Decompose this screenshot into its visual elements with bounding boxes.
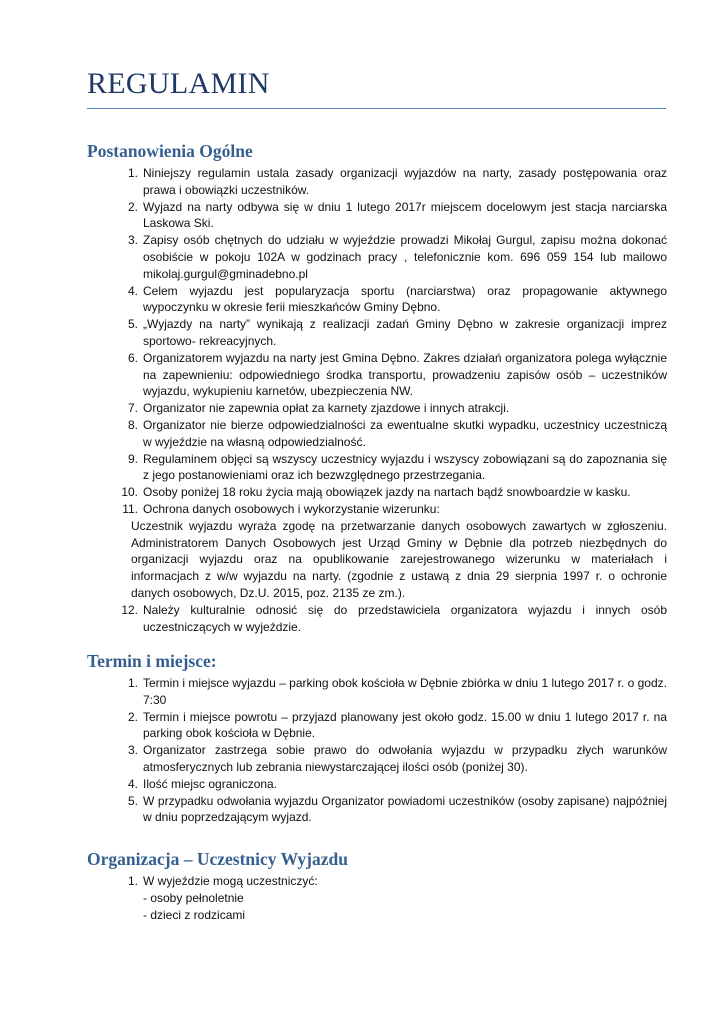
list-item: 10. Osoby poniżej 18 roku życia mają obowiązek jazdy na nartach bądź snowboardzie w kasku. — [121, 485, 631, 500]
section-organization-participants — [87, 848, 667, 923]
list-item: 1. W wyjeździe mogą uczestniczyć: - osoby pełnoletnie - dzieci z rodzicami — [87, 873, 667, 923]
list-item: 9. Regulaminem objęci są wszyscy uczestnicy wyjazdu i wszyscy zobowiązani są do zapoznania się z jego postanowieniami oraz ich bezwzględnego przestrzegania. — [127, 451, 667, 483]
list-item: 5. W przypadku odwołania wyjazdu Organizator powiadomi uczestników (osoby zapisane) najpóźniej w dniu poprzedzającym wyjazd. — [127, 793, 667, 825]
section-heading: Postanowienia Ogólne — [87, 141, 253, 161]
title-divider — [87, 108, 666, 109]
list-item: 3. Organizator zastrzega sobie prawo do odwołania wyjazdu w przypadku złych warunków atmosferycznych lub zebrania niewystarczającej ilości osób (poniżej 30). — [127, 743, 667, 774]
list-item: 2. Termin i miejsce powrotu – przyjazd planowany jest około godz. 15.00 w dniu 1 lutego 2017 r. na parking obok kościoła w Dębnie. — [127, 709, 667, 741]
list-item: 3. Zapisy osób chętnych do udziału w wyjeździe prowadzi Mikołaj Gurgul, zapisu można dokonać osobiście w pokoju 102A w godzinach pracy , telefonicznie kom. 696 059 154 lub mailowo mikolaj.gurgul@gminadebno.pl — [127, 233, 667, 281]
data-protection-paragraph: Uczestnik wyjazdu wyraża zgodę na przetwarzanie danych osobowych zawartych w zgłoszeniu. Administratorem Danych Osobowych jest Urząd Gminy w Dębnie dla potrzeb niezbędnych do organizacji wyjazdu oraz na opublikowanie zarejestrowanego wizerunku w materiałach i informacjach z w/w wyjazdu na narty. (zgodnie z ustawą z dnia 29 sierpnia 1997 r. o ochronie danych osobowych, Dz.U. 2015, poz. 2135 ze zm.). — [131, 518, 667, 600]
list-item: 6. Organizatorem wyjazdu na narty jest Gmina Dębno. Zakres działań organizatora polega wyłącznie na zapewnieniu: odpowiedniego środka transportu, prowadzeniu zapisów osób – uczestników wyjazdu, wykupieniu karnetów, ubezpieczenia NW. — [127, 350, 667, 399]
numbered-list — [87, 675, 667, 826]
section-date-place — [87, 650, 667, 826]
list-item: 12. Należy kulturalnie odnosić się do przedstawiciela organizatora wyjazdu i innych osób uczestniczących w wyjeździe. — [121, 602, 667, 634]
section-heading: Termin i miejsce: — [87, 651, 217, 671]
section-general-provisions — [87, 140, 667, 635]
section-heading: Organizacja – Uczestnicy Wyjazdu — [87, 849, 348, 869]
page-title: REGULAMIN — [87, 67, 270, 100]
list-item: 4. Celem wyjazdu jest popularyzacja sportu (narciarstwa) oraz propagowanie aktywnego wypoczynku w okresie ferii mieszkańców Gminy Dębno. — [127, 283, 667, 315]
numbered-list — [87, 165, 667, 635]
list-item: 2. Wyjazd na narty odbywa się w dniu 1 lutego 2017r miejscem docelowym jest stacja narciarska Laskowa Ski. — [127, 199, 667, 231]
list-item: 4. Ilość miejsc ograniczona. — [127, 776, 278, 791]
list-item: 8. Organizator nie bierze odpowiedzialności za ewentualne skutki wypadku, uczestnicy uczestniczą w wyjeździe na własną odpowiedzialność. — [127, 417, 667, 449]
list-item: 1. Niniejszy regulamin ustala zasady organizacji wyjazdów na narty, zasady postępowania oraz prawa i obowiązki uczestników. — [127, 166, 667, 197]
list-item: 11. Ochrona danych osobowych i wykorzystanie wizerunku: Uczestnik wyjazdu wyraża zgodę na przetwarzanie danych osobowych zawartych w zgłoszeniu. Administratorem Danych Osobowych jest Urząd Gminy w Dębnie dla potrzeb niezbędnych do organizacji wyjazdu oraz na opublikowanie zarejestrowanego wizerunku w materiałach i informacjach z w/w wyjazdu na narty. (zgodnie z ustawą z dnia 29 sierpnia 1997 r. o ochronie danych osobowych, Dz.U. 2015, poz. 2135 ze zm.). — [122, 501, 667, 600]
numbered-list — [87, 873, 667, 923]
list-item: 7. Organizator nie zapewnia opłat za karnety zjazdowe i innych atrakcji. — [127, 401, 510, 416]
sub-item: - dzieci z rodzicami — [143, 907, 246, 922]
sub-item: - osoby pełnoletnie — [143, 890, 244, 905]
list-item: 5. „Wyjazdy na narty” wynikają z realizacji zadań Gminy Dębno w zakresie organizacji imprez sportowo- rekreacyjnych. — [127, 317, 667, 348]
list-item: 1. Termin i miejsce wyjazdu – parking obok kościoła w Dębnie zbiórka w dniu 1 lutego 2017 r. o godz. 7:30 — [127, 676, 667, 707]
